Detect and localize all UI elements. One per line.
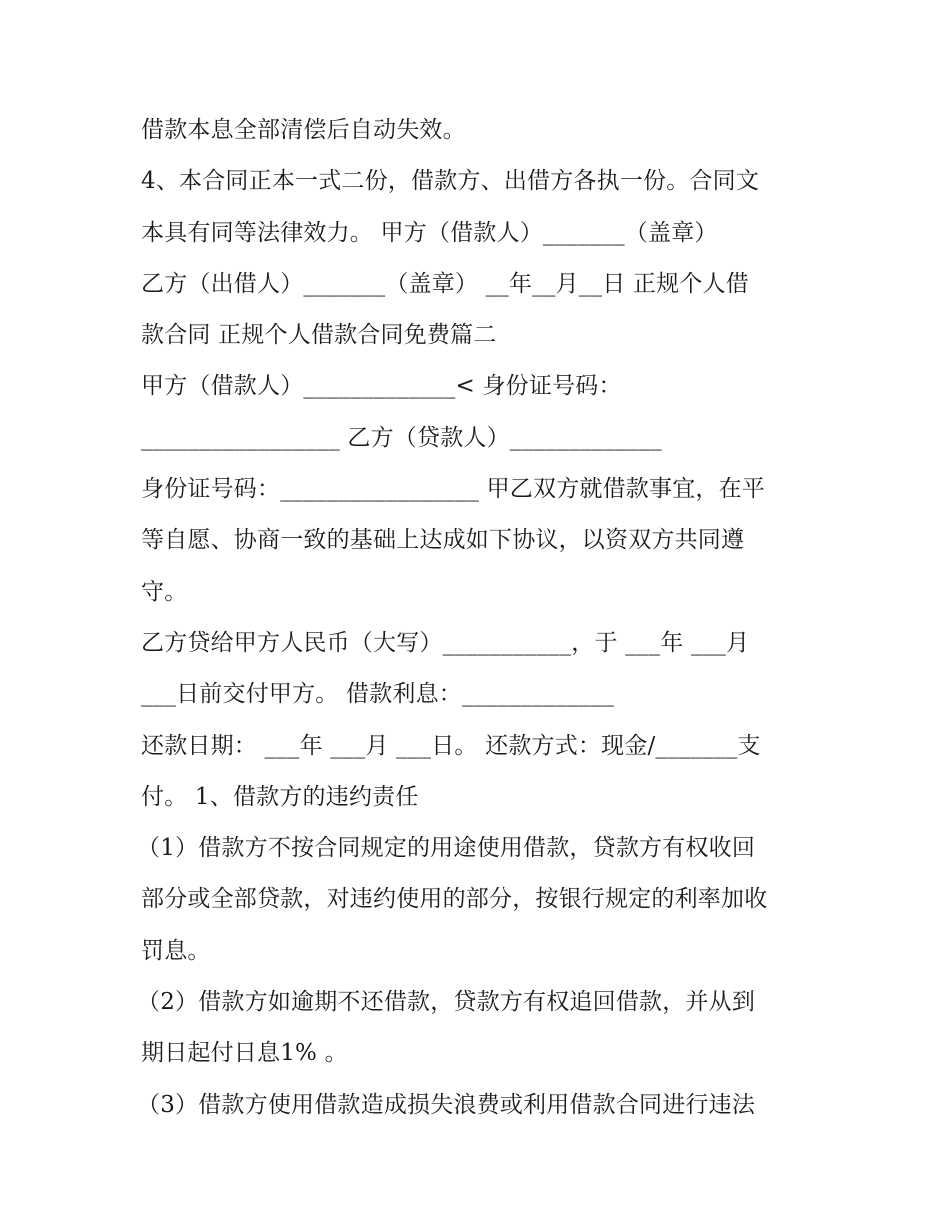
- text-line: 身份证号码：_________________ 甲乙双方就借款事宜，在平: [141, 476, 766, 503]
- text-line: 罚息。: [141, 937, 211, 964]
- document-body: [137, 105, 821, 1131]
- text-line: 乙方贷给甲方人民币（大写）___________，于 ___年 ___月: [141, 629, 750, 656]
- text-line: 守。: [141, 578, 188, 605]
- text-line: 本具有同等法律效力。 甲方（借款人）_______（盖章）: [141, 219, 718, 246]
- text-line: 款合同 正规个人借款合同免费篇二: [141, 322, 497, 349]
- text-line: ___日前交付甲方。 借款利息：_____________: [141, 681, 615, 708]
- text-line: 乙方（出借人）_______（盖章） __年__月__日 正规个人借: [141, 270, 749, 297]
- text-line: _________________ 乙方（贷款人）_____________: [141, 424, 662, 451]
- text-line: 部分或全部贷款，对违约使用的部分，按银行规定的利率加收: [141, 886, 768, 913]
- text-line: 付。 1、借款方的违约责任: [141, 783, 419, 810]
- text-line: 还款日期： ___年 ___月 ___日。 还款方式：现金/_______支: [141, 732, 761, 759]
- text-line: （2）借款方如逾期不还借款，贷款方有权追回借款，并从到: [137, 989, 756, 1016]
- text-line: （1）借款方不按合同规定的用途使用借款，贷款方有权收回: [137, 835, 756, 862]
- text-line: 甲方（借款人）_____________< 身份证号码：: [141, 373, 622, 400]
- text-line: （3）借款方使用借款造成损失浪费或利用借款合同进行违法: [137, 1091, 756, 1118]
- text-line: 等自愿、协商一致的基础上达成如下协议，以资双方共同遵: [141, 527, 745, 554]
- text-line: 期日起付日息1% 。: [141, 1040, 348, 1067]
- text-line: 4、本合同正本一式二份，借款方、出借方各执一份。合同文: [141, 168, 760, 195]
- text-line: 借款本息全部清偿后自动失效。: [141, 117, 466, 143]
